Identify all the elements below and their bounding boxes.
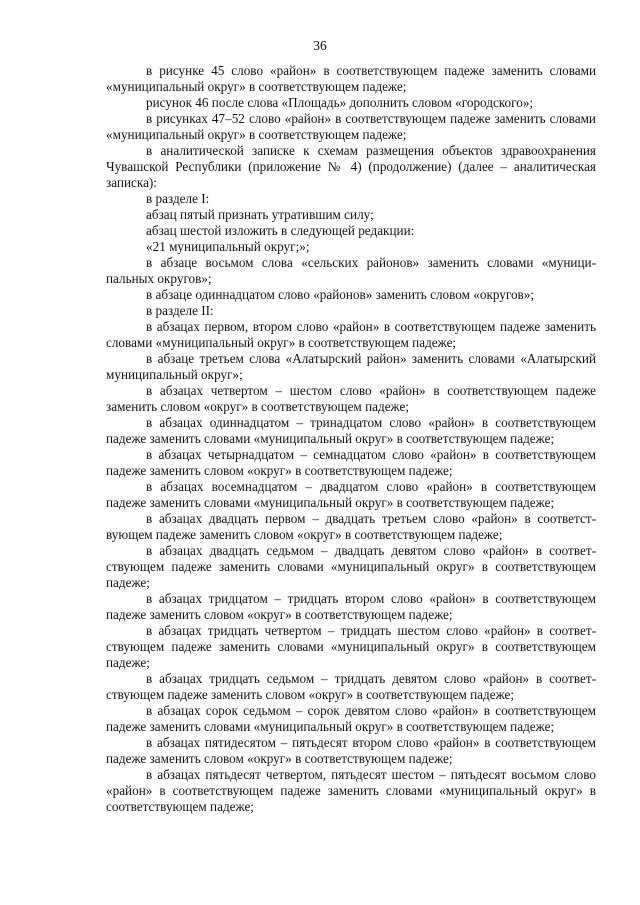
- paragraph: в разделе I:: [146, 191, 210, 206]
- paragraph: в абзацах восемнадцатом – двадцатом слово «район» в соответствующем падеже заменить словами «муниципальный округ» в соответствующем падеже;: [106, 479, 596, 510]
- paragraph: рисунок 46 после слова «Площадь» дополнить словом «городского»;: [146, 95, 534, 110]
- paragraph: в абзацах двадцать первом – двадцать третьем слово «район» в соответствующем падеже заменить словом «округ» в соответствующем падеже;: [106, 511, 596, 542]
- paragraph: «21 муниципальный округ;»;: [146, 239, 310, 254]
- paragraph: в абзацах тридцать четвертом – тридцать шестом слово «район» в соответствующем падеже заменить словами «муниципальный округ» в соответствующем падеже;: [106, 623, 596, 670]
- paragraph: в абзацах пятидесятом – пятьдесят втором слово «район» в соответствующем падеже заменить словом «округ» в соответствующем падеже;: [106, 735, 596, 766]
- paragraph: в абзацах пятьдесят четвертом, пятьдесят шестом – пятьдесят восьмом слово «район» в соответствующем падеже заменить словами «муниципальный округ» в соответствующем падеже;: [106, 767, 596, 814]
- page-number: 36: [313, 38, 327, 53]
- paragraph: в абзацах тридцатом – тридцать втором слово «район» в соответствующем падеже заменить словом «округ» в соответствующем падеже;: [106, 591, 596, 622]
- paragraph: в рисунках 47–52 слово «район» в соответствующем падеже заменить словами «муниципальный округ» в соответствующем падеже;: [106, 111, 596, 142]
- paragraph: в абзацах тридцать седьмом – тридцать девятом слово «район» в соответствующем падеже заменить словом «округ» в соответствующем падеже;: [106, 671, 596, 702]
- paragraph: в абзаце одиннадцатом слово «районов» заменить словом «округов»;: [146, 287, 535, 302]
- paragraph: в абзацах четырнадцатом – семнадцатом слово «район» в соответствующем падеже заменить словом «округ» в соответствующем падеже;: [106, 447, 596, 478]
- paragraph: в абзацах четвертом – шестом слово «район» в соответствующем падеже заменить словом «округ» в соответствующем падеже;: [106, 383, 596, 414]
- paragraph: в абзаце восьмом слова «сельских районов» заменить словами «муниципальных округов»;: [106, 255, 596, 286]
- paragraph: абзац пятый признать утратившим силу;: [146, 207, 374, 222]
- paragraph: в абзаце третьем слова «Алатырский район» заменить словами «Алатырский муниципальный округ»;: [106, 351, 596, 382]
- paragraph: в аналитической записке к схемам размещения объектов здравоохранения Чувашской Республики (приложение № 4) (продолжение) (далее – аналитическая записка):: [106, 143, 596, 190]
- paragraph: в абзацах двадцать седьмом – двадцать девятом слово «район» в соответствующем падеже заменить словами «муниципальный округ» в соответствующем падеже;: [106, 543, 596, 590]
- paragraph: в разделе II:: [146, 303, 214, 318]
- paragraph: в абзацах одиннадцатом – тринадцатом слово «район» в соответствующем падеже заменить словами «муниципальный округ» в соответствующем падеже;: [106, 415, 596, 446]
- paragraph: в рисунке 45 слово «район» в соответствующем падеже заменить словами «муниципальный округ» в соответствующем падеже;: [106, 63, 596, 94]
- document-body: [106, 63, 596, 815]
- paragraph: абзац шестой изложить в следующей редакции:: [146, 223, 415, 238]
- paragraph: в абзацах первом, втором слово «район» в соответствующем падеже заменить словами «муниципальный округ» в соответствующем падеже;: [106, 319, 596, 350]
- paragraph: в абзацах сорок седьмом – сорок девятом слово «район» в соответствующем падеже заменить словами «муниципальный округ» в соответствующем падеже;: [106, 703, 596, 734]
